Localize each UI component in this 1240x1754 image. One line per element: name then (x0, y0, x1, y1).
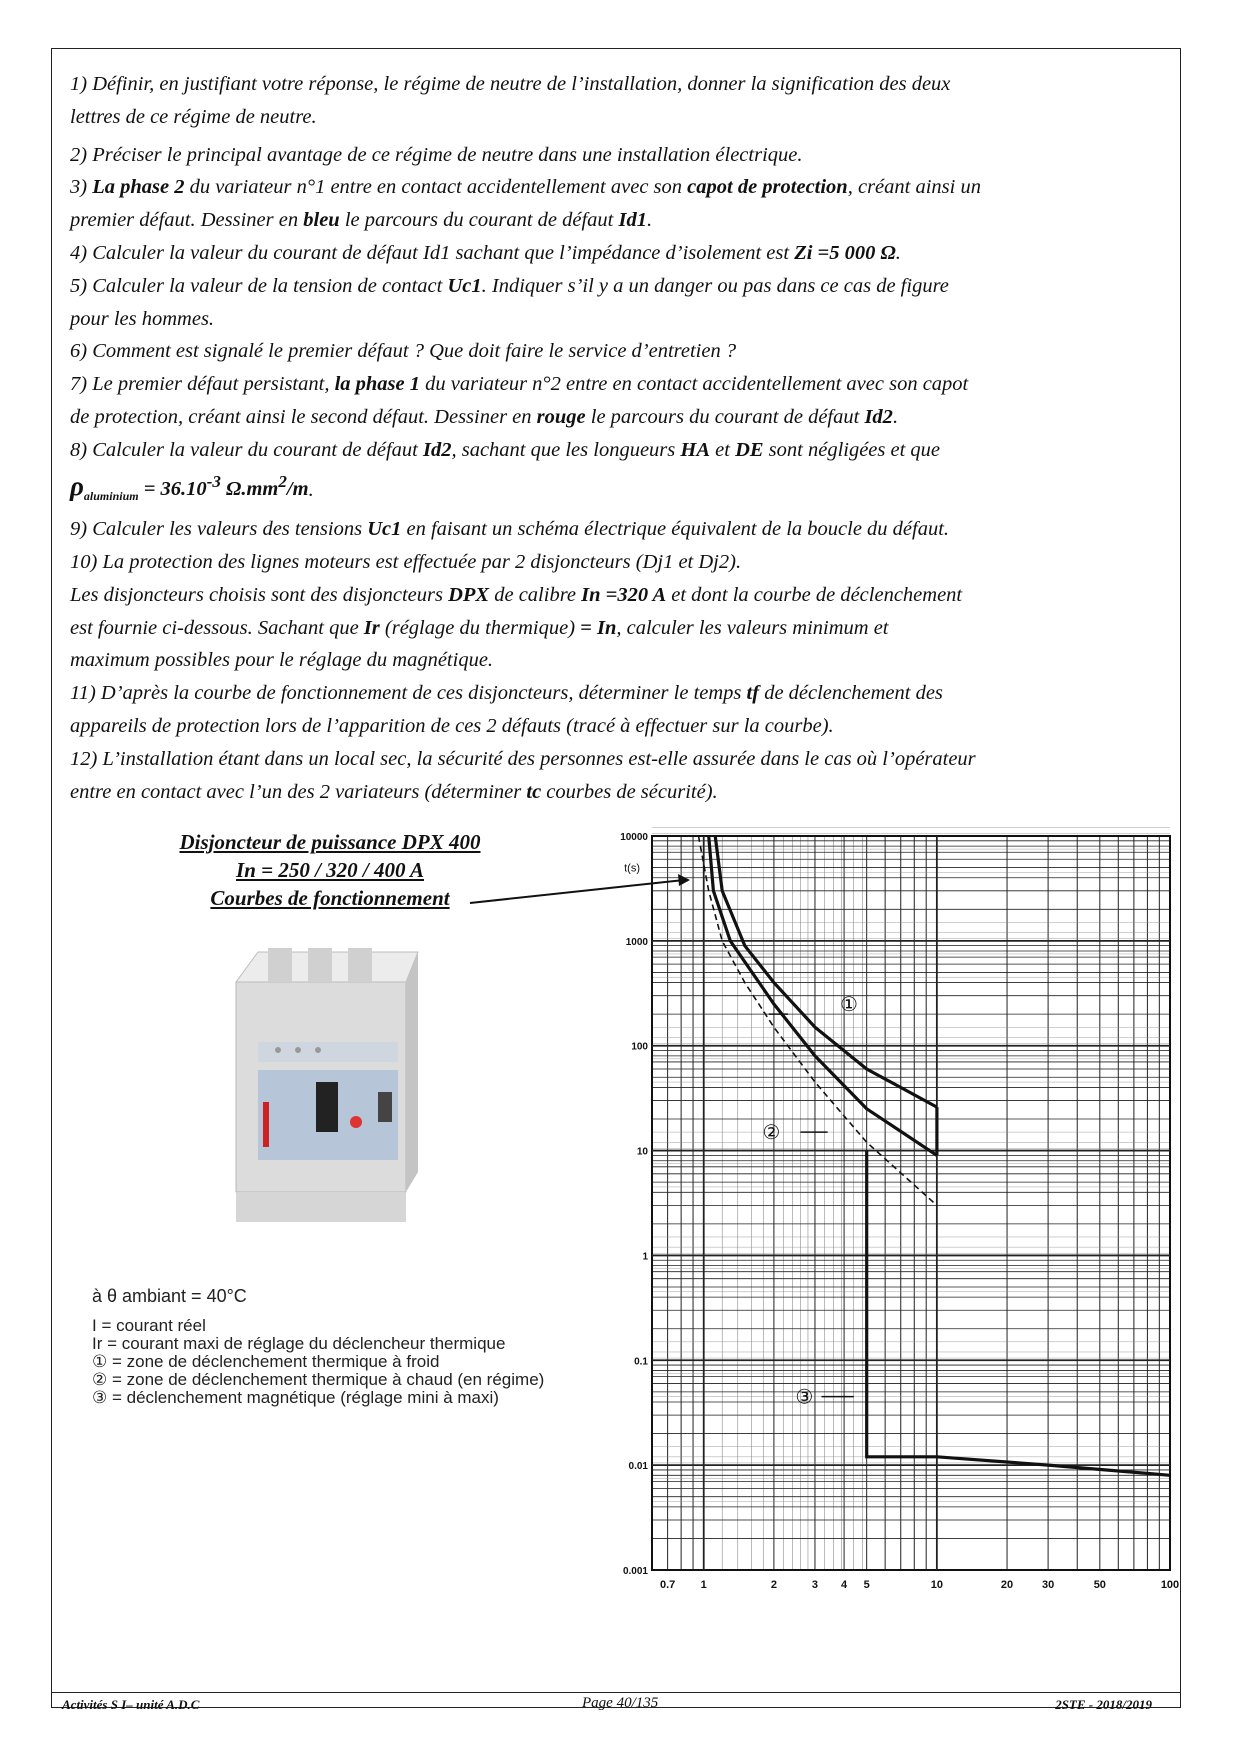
y-tick-label: 10000 (620, 832, 648, 843)
legend-zone-3: ③ = déclenchement magnétique (réglage mini à maxi) (92, 1388, 499, 1407)
x-tick-label: 4 (841, 1579, 848, 1591)
y-tick-label: 100 (631, 1041, 648, 1053)
question-2: 2) Préciser le principal avantage de ce régime de neutre dans une installation électrique. (70, 143, 803, 166)
zone-marker: ② (762, 1120, 781, 1145)
question-12: 12) L’installation étant dans un local sec, la sécurité des personnes est-elle assurée dans le cas où l’opérateur entre en contact avec l’un des 2 variateurs (déterminer tc courbes de sécurité). (70, 747, 976, 803)
question-4: 4) Calculer la valeur du courant de défaut Id1 sachant que l’impédance d’isolement est Zi =5 000 Ω. (70, 241, 901, 264)
chart-legend (92, 1287, 544, 1407)
y-tick-label: 10 (636, 1146, 648, 1158)
x-tick-label: 1 (700, 1579, 707, 1591)
x-tick-label: 30 (1041, 1579, 1055, 1591)
caption-line-3: Courbes de fonctionnement (210, 886, 450, 910)
questions-block (70, 68, 1180, 808)
legend-ir: Ir = courant maxi de réglage du déclencheur thermique (92, 1334, 506, 1353)
question-3: 3) La phase 2 du variateur n°1 entre en contact accidentellement avec son capot de protection, créant ainsi un premier défaut. Dessiner en bleu le parcours du courant de défaut Id1. (70, 176, 981, 232)
y-axis-label: t(s) (624, 862, 640, 875)
x-tick-label: 5 (863, 1579, 870, 1591)
x-tick-label: 0.7 (659, 1579, 676, 1591)
x-tick-label: 2 (770, 1579, 777, 1591)
x-tick-label: 100 (1160, 1579, 1180, 1591)
zone-marker: ① (840, 991, 858, 1016)
legend-i: I = courant réel (92, 1316, 206, 1335)
x-tick-label: 3 (811, 1579, 819, 1591)
y-tick-label: 0.01 (628, 1461, 648, 1473)
y-tick-label: 0.1 (634, 1356, 648, 1368)
footer-left: Activités S I– unité A.D.C (62, 1697, 200, 1712)
footer-right: 2STE - 2018/2019 (1055, 1697, 1152, 1712)
caption-line-2: In = 250 / 320 / 400 A (236, 858, 424, 882)
breaker-caption (120, 828, 540, 912)
question-6: 6) Comment est signalé le premier défaut ? Que doit faire le service d’entretien ? (70, 340, 737, 363)
x-tick-label: 10 (930, 1579, 943, 1591)
question-1: 1) Définir, en justifiant votre réponse, le régime de neutre de l’installation, donner la signification des deux lettres de ce régime de neutre. (70, 73, 951, 128)
caption-line-1: Disjoncteur de puissance DPX 400 (179, 830, 481, 854)
zone-marker: ③ (795, 1384, 814, 1409)
x-tick-label: 50 (1093, 1579, 1106, 1591)
footer-page: Page 40/135 (582, 1695, 659, 1711)
question-9: 9) Calculer les valeurs des tensions Uc1 en faisant un schéma électrique équivalent de la boucle du défaut. (70, 518, 950, 541)
y-tick-label: 1 (642, 1251, 648, 1263)
question-10: 10) La protection des lignes moteurs est effectuée par 2 disjoncteurs (Dj1 et Dj2). Les disjoncteurs choisis sont des disjoncteurs DPX de calibre In =320 A et dont la courbe de déclenchement est fournie ci-dessous. Sachant que Ir (réglage du thermique) = In, calculer les valeurs minimum et maximum possibles pour le réglage du magnétique. (70, 551, 963, 672)
x-tick-label: 20 (1000, 1579, 1014, 1591)
legend-zone-2: ② = zone de déclenchement thermique à chaud (en régime) (92, 1370, 545, 1389)
question-11: 11) D’après la courbe de fonctionnement de ces disjoncteurs, déterminer le temps tf de déclenchement des appareils de protection lors de l’apparition de ces 2 défauts (tracé à effectuer sur la courbe). (70, 682, 943, 738)
question-8: 8) Calculer la valeur du courant de défaut Id2, sachant que les longueurs HA et DE sont négligées et que $\rho_{aluminium} = 36.10^{-3}$ $\Omega.mm^2/m$. (70, 438, 941, 504)
question-7: 7) Le premier défaut persistant, la phase 1 du variateur n°2 entre en contact accidentellement avec son capot de protection, créant ainsi le second défaut. Dessiner en rouge le parcours du courant de défaut Id2. (70, 373, 969, 428)
y-tick-label: 0.001 (622, 1566, 648, 1577)
legend-zone-1: ① = zone de déclenchement thermique à froid (92, 1352, 440, 1371)
page-footer (52, 1692, 1180, 1717)
y-tick-label: 1000 (625, 936, 648, 948)
breaker-photo (228, 942, 424, 1232)
legend-ambient: à θ ambiant = 40°C (92, 1286, 247, 1306)
question-5: 5) Calculer la valeur de la tension de contact Uc1. Indiquer s’il y a un danger ou pas dans ce cas de figure pour les hommes. (70, 274, 949, 330)
